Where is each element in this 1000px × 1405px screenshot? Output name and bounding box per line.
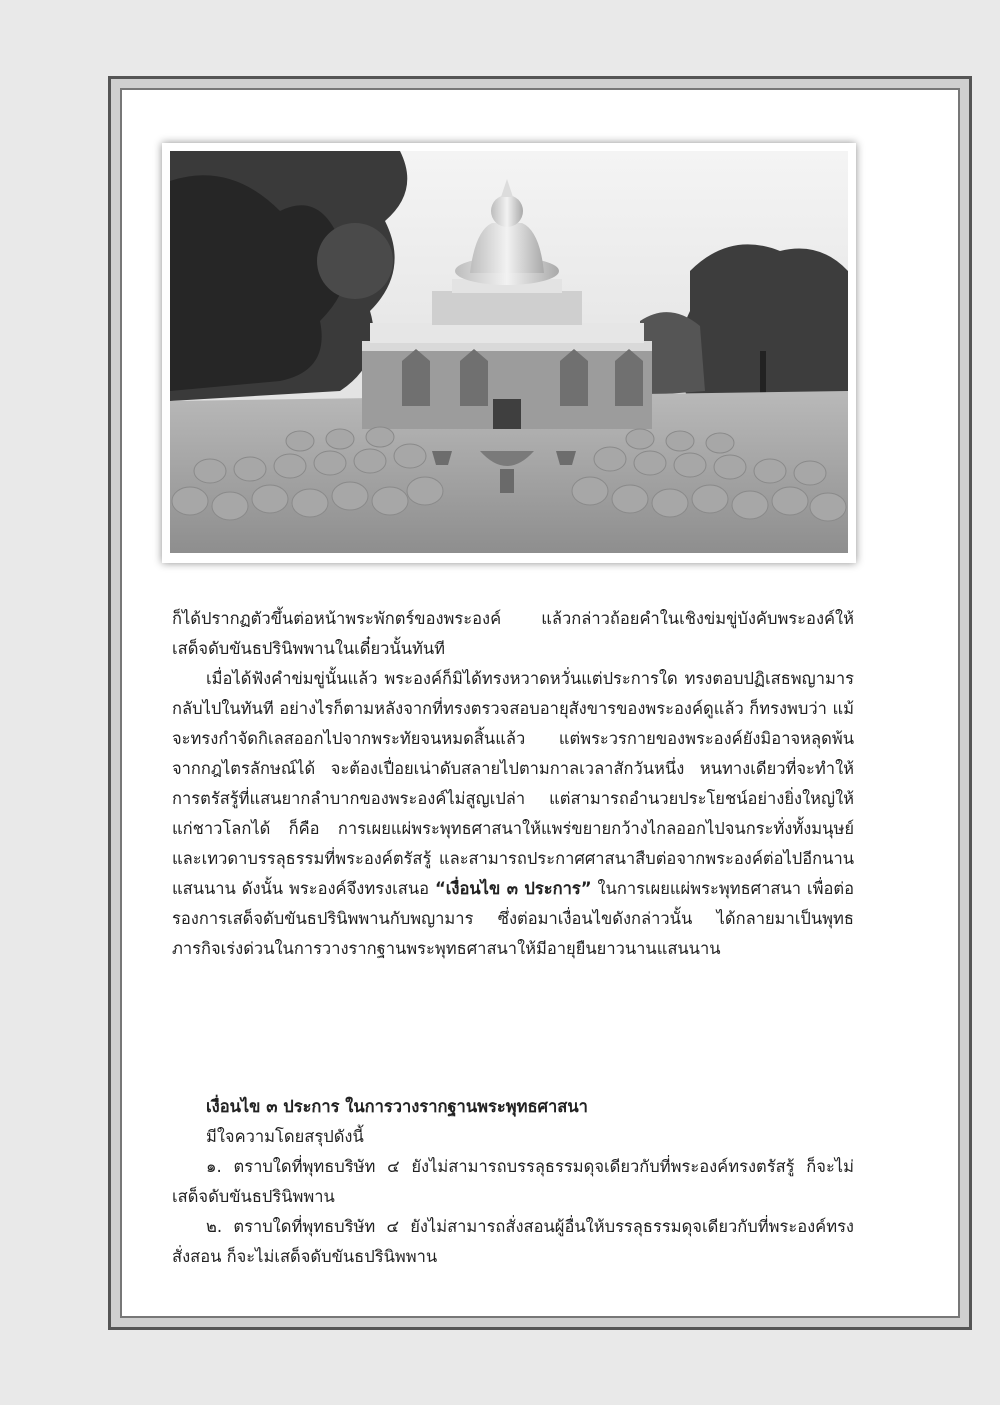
condition-item-1: ๑. ตราบใดที่พุทธบริษัท ๔ ยังไม่สามารถบรรลุธรรมดุจเดียวกับที่พระองค์ทรงตรัสรู้ ก็จะไม่เสด็จดับขันธปรินิพพาน (172, 1157, 854, 1206)
paragraph-2 (172, 664, 854, 964)
condition-item-2: ๒. ตราบใดที่พุทธบริษัท ๔ ยังไม่สามารถสั่งสอนผู้อื่นให้บรรลุธรรมดุจเดียวกับที่พระองค์ทรงสั่งสอน ก็จะไม่เสด็จดับขันธปรินิพพาน (172, 1217, 854, 1266)
paragraph-2-bold: “เงื่อนไข ๓ ประการ” (434, 879, 592, 898)
body-text (172, 604, 854, 964)
conditions-section (172, 1092, 854, 1272)
section-subheading: มีใจความโดยสรุปดังนี้ (206, 1127, 364, 1146)
photo-frame (162, 143, 856, 563)
paragraph-1: ก็ได้ปรากฏตัวขึ้นต่อหน้าพระพักตร์ของพระองค์ แล้วกล่าวถ้อยคำในเชิงข่มขู่บังคับพระองค์ให้เสด็จดับขันธปรินิพพานในเดี๋ยวนั้นทันที (172, 609, 854, 658)
paragraph-2-part-b: ในการเผยแผ่พระพุทธศาสนา เพื่อต่อรองการเสด็จดับขันธปรินิพพานกับพญามาร ซึ่งต่อมาเงื่อนไขดังกล่าวนั้น ได้กลายมาเป็นพุทธภารกิจเร่งด่วนในการวางรากฐานพระพุทธศาสนาให้มีอายุยืนยาวนานแสนนาน (172, 879, 854, 958)
photo-illustration (170, 151, 848, 553)
buddha-statue-photo (170, 151, 848, 553)
paragraph-2-part-a: เมื่อได้ฟังคำข่มขู่นั้นแล้ว พระองค์ก็มิได้ทรงหวาดหวั่นแต่ประการใด ทรงตอบปฏิเสธพญามารกลับไปในทันที อย่างไรก็ตามหลังจากที่ทรงตรวจสอบอายุสังขารของพระองค์ดูแล้ว ก็ทรงพบว่า แม้จะทรงกำจัดกิเลสออกไปจากพระทัยจนหมดสิ้นแล้ว แต่พระวรกายของพระองค์ยังมิอาจหลุดพ้นจากกฎไตรลักษณ์ได้ จะต้องเปื่อยเน่าดับสลายไปตามกาลเวลาสักวันหนึ่ง หนทางเดียวที่จะทำให้การตรัสรู้ที่แสนยากลำบากของพระองค์ไม่สูญเปล่า แต่สามารถอำนวยประโยชน์อย่างยิ่งใหญ่ให้แก่ชาวโลกได้ ก็คือ การเผยแผ่พระพุทธศาสนาให้แพร่ขยายกว้างไกลออกไปจนกระทั่งทั้งมนุษย์และเทวดาบรรลุธรรมที่พระองค์ตรัสรู้ และสามารถประกาศศาสนาสืบต่อจากพระองค์ต่อไปอีกนานแสนนาน ดังนั้น พระองค์จึงทรงเสนอ (172, 669, 854, 898)
section-heading: เงื่อนไข ๓ ประการ ในการวางรากฐานพระพุทธศาสนา (206, 1097, 588, 1116)
